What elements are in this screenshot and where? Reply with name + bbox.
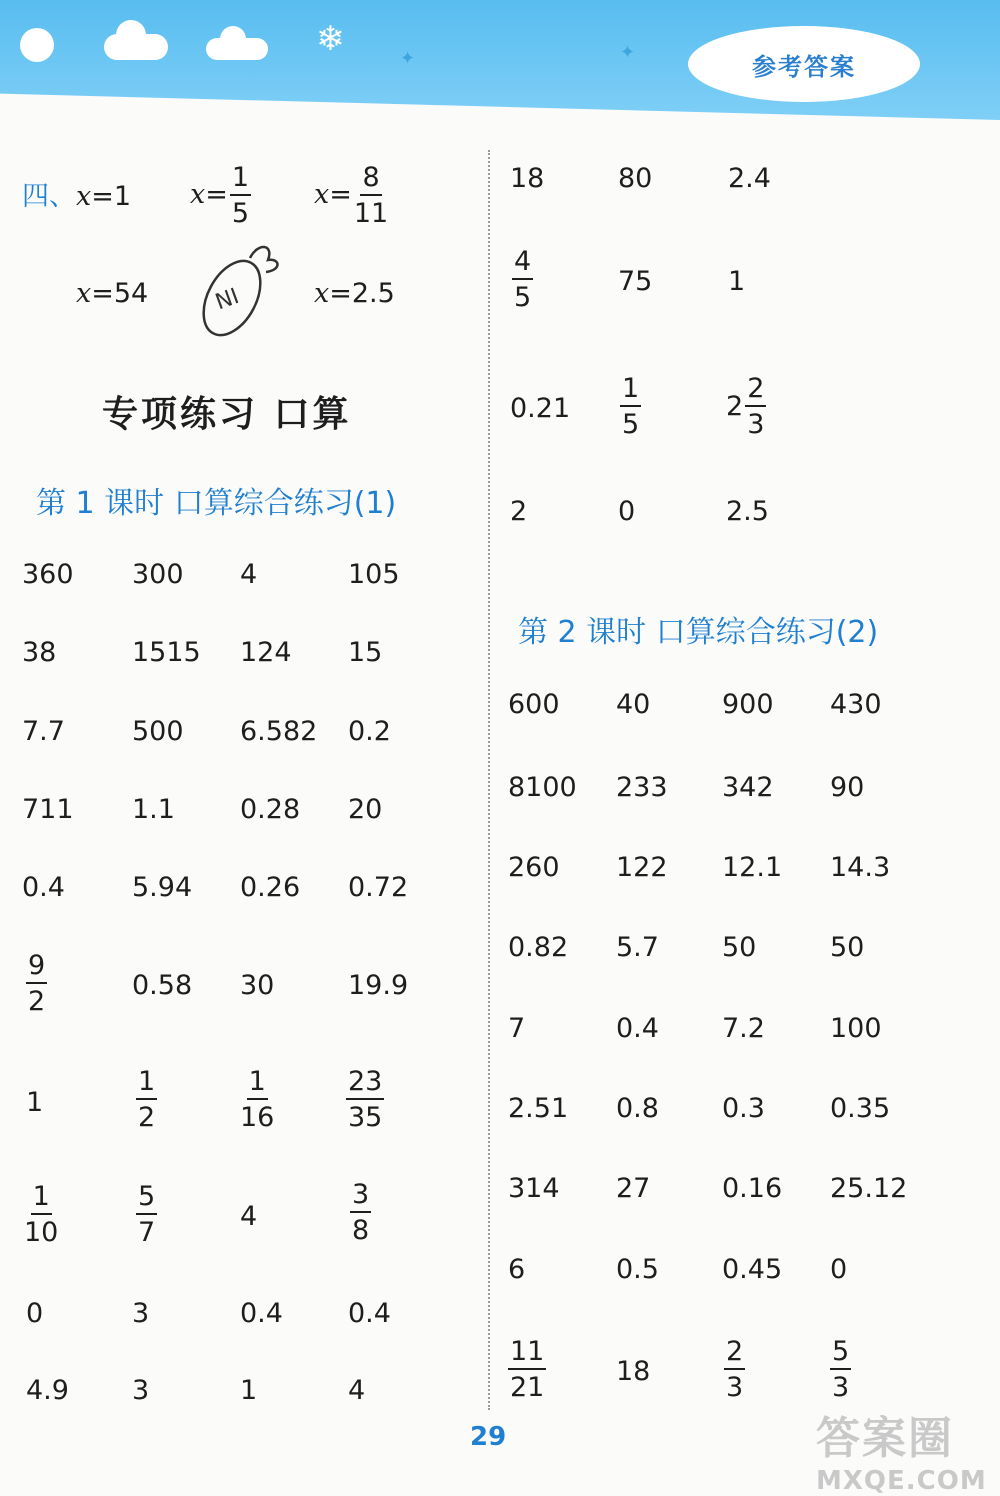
fraction-answer: $\frac{1}{10}$ (24, 1181, 59, 1248)
lesson2-title: 第 2 课时 口算综合练习(2) (518, 615, 879, 650)
answer-cell: 18 (510, 163, 545, 194)
fraction-answer: $\frac{9}{2}$ (28, 950, 46, 1017)
answer-cell: 0.26 (240, 872, 301, 903)
answer-cell: 1515 (132, 637, 201, 668)
answer-cell: 75 (618, 266, 653, 297)
answer-cell: 8100 (508, 772, 577, 803)
answer-cell: 500 (132, 716, 184, 747)
answer-cell: 0.8 (616, 1093, 659, 1124)
sun-icon (20, 28, 54, 62)
answer-cell: 124 (240, 637, 292, 668)
answer-cell: 50 (722, 932, 757, 963)
carrot-scribble-icon (188, 240, 284, 340)
fraction-answer: $\frac{4}{5}$ (514, 246, 532, 313)
fraction-answer: $\frac{11}{21}$ (510, 1336, 545, 1403)
answer-cell: 0.4 (348, 1298, 391, 1329)
answer-cell: 0.16 (722, 1173, 783, 1204)
answer-cell: 4.9 (26, 1375, 69, 1406)
answer-cell: 80 (618, 163, 653, 194)
answer-cell: 0.45 (722, 1254, 783, 1285)
page-number: 29 (470, 1422, 507, 1452)
answer-cell: 15 (348, 637, 383, 668)
answer-cell: 0.2 (348, 716, 391, 747)
answer-cell: 260 (508, 852, 560, 883)
part4-answer-3: x= $\frac{8}{11}$ (314, 162, 389, 229)
answer-cell: 233 (616, 772, 668, 803)
answer-cell: 105 (348, 559, 400, 590)
answer-cell: 4 (348, 1375, 366, 1406)
answer-cell: 0.4 (22, 872, 65, 903)
answer-cell: 7.7 (22, 716, 65, 747)
answer-cell: 0.28 (240, 794, 301, 825)
answer-cell: 18 (616, 1356, 651, 1387)
answer-cell: 0.35 (830, 1093, 891, 1124)
fraction-answer: $\frac{1}{2}$ (138, 1066, 156, 1133)
answer-cell: 300 (132, 559, 184, 590)
answer-cell: 2.4 (728, 163, 771, 194)
answer-cell: 314 (508, 1173, 560, 1204)
svg-text:NI: NI (212, 284, 243, 316)
answer-cell: 40 (616, 689, 651, 720)
answer-cell: 0.21 (510, 393, 571, 424)
answer-cell: 20 (348, 794, 383, 825)
mixed-number-answer: 2 $\frac{2}{3}$ (726, 373, 765, 440)
answer-cell: 6 (508, 1254, 526, 1285)
answer-cell: 1 (26, 1087, 44, 1118)
fraction-answer: $\frac{1}{16}$ (240, 1066, 275, 1133)
section-title: 专项练习 口算 (102, 394, 352, 435)
sparkle-icon: ✦ (620, 42, 636, 63)
answer-cell: 360 (22, 559, 74, 590)
answer-cell: 2 (510, 496, 528, 527)
cloud-icon (104, 34, 168, 60)
snowflake-icon: ❄ (316, 19, 345, 59)
answer-cell: 0 (618, 496, 636, 527)
answer-cell: 0.4 (240, 1298, 283, 1329)
answer-cell: 1 (728, 266, 746, 297)
answer-cell: 12.1 (722, 852, 783, 883)
answer-cell: 4 (240, 1201, 258, 1232)
cloud-icon (206, 38, 268, 60)
answer-badge: 参考答案 (688, 26, 920, 102)
answer-cell: 0.3 (722, 1093, 765, 1124)
fraction-answer: $\frac{1}{5}$ (622, 373, 640, 440)
answer-cell: 100 (830, 1013, 882, 1044)
answer-cell: 0 (830, 1254, 848, 1285)
answer-cell: 25.12 (830, 1173, 908, 1204)
part4-answer-5: x=2.5 (314, 278, 395, 309)
answer-cell: 0.4 (616, 1013, 659, 1044)
site-watermark: 答案圈 MXQE.COM (816, 1413, 987, 1496)
fraction-answer: $\frac{3}{8}$ (352, 1179, 370, 1246)
answer-cell: 1.1 (132, 794, 175, 825)
answer-cell: 430 (830, 689, 882, 720)
answer-cell: 0 (26, 1298, 44, 1329)
answer-cell: 5.94 (132, 872, 193, 903)
answer-cell: 342 (722, 772, 774, 803)
sparkle-icon: ✦ (400, 48, 416, 69)
answer-cell: 3 (132, 1375, 150, 1406)
answer-cell: 711 (22, 794, 74, 825)
part4-answer-4: x=54 (76, 278, 149, 309)
fraction-answer: $\frac{5}{7}$ (138, 1181, 156, 1248)
answer-cell: 0.5 (616, 1254, 659, 1285)
answer-cell: 90 (830, 772, 865, 803)
answer-cell: 900 (722, 689, 774, 720)
answer-cell: 600 (508, 689, 560, 720)
fraction-answer: $\frac{2}{3}$ (726, 1336, 744, 1403)
part4-answer-2: x= $\frac{1}{5}$ (190, 162, 250, 229)
answer-cell: 27 (616, 1173, 651, 1204)
answer-cell: 3 (132, 1298, 150, 1329)
answer-cell: 30 (240, 970, 275, 1001)
answer-cell: 0.72 (348, 872, 409, 903)
answer-cell: 38 (22, 637, 57, 668)
part4-answer-1: 四、x=1 (22, 181, 132, 212)
answer-cell: 7.2 (722, 1013, 765, 1044)
answer-cell: 122 (616, 852, 668, 883)
column-divider (488, 150, 490, 1410)
answer-cell: 50 (830, 932, 865, 963)
answer-cell: 0.58 (132, 970, 193, 1001)
answer-cell: 14.3 (830, 852, 891, 883)
answer-cell: 5.7 (616, 932, 659, 963)
answer-cell: 7 (508, 1013, 526, 1044)
lesson1-title: 第 1 课时 口算综合练习(1) (36, 486, 397, 521)
answer-cell: 19.9 (348, 970, 409, 1001)
fraction-answer: $\frac{23}{35}$ (348, 1066, 383, 1133)
fraction-answer: $\frac{5}{3}$ (832, 1336, 850, 1403)
answer-cell: 1 (240, 1375, 258, 1406)
answer-cell: 2.5 (726, 496, 769, 527)
answer-cell: 6.582 (240, 716, 318, 747)
answer-cell: 0.82 (508, 932, 569, 963)
answer-cell: 4 (240, 559, 258, 590)
answer-cell: 2.51 (508, 1093, 569, 1124)
